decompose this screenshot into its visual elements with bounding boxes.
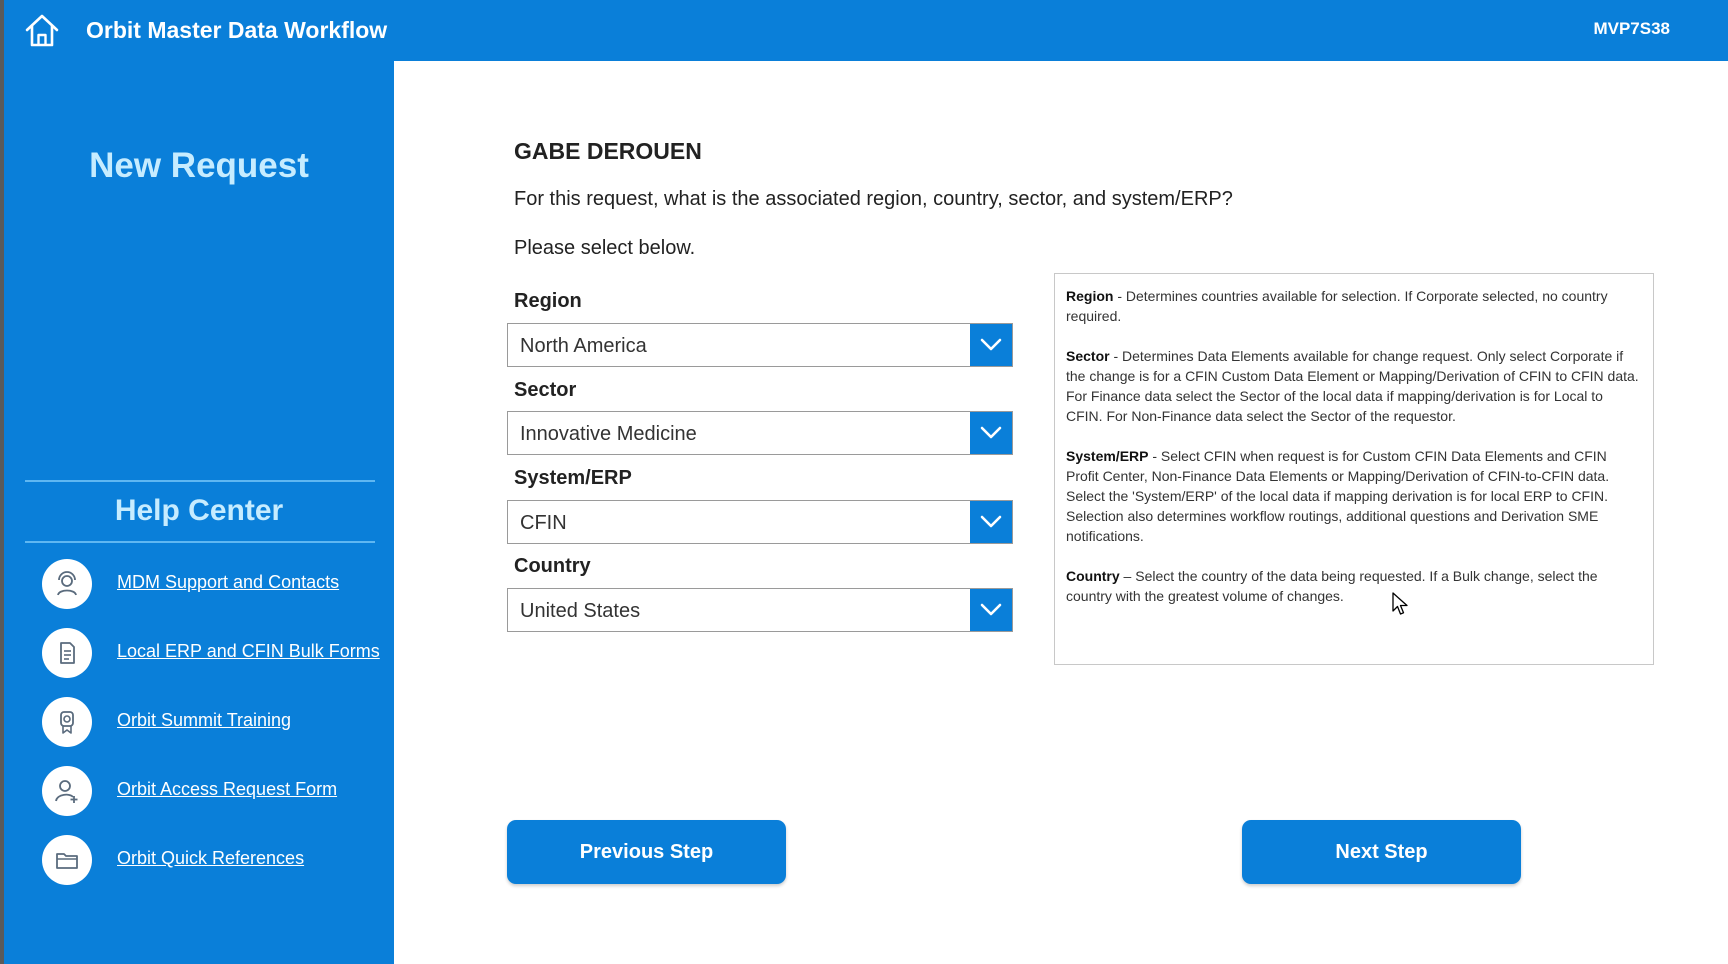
help-link-label[interactable]: Orbit Quick References: [117, 848, 305, 868]
requester-name: GABE DEROUEN: [514, 138, 702, 164]
sector-value: Innovative Medicine: [520, 423, 697, 445]
country-dropdown[interactable]: [507, 588, 1013, 632]
field-help-panel: [1054, 273, 1654, 665]
system-erp-label: System/ERP: [514, 467, 632, 489]
top-bar: [4, 0, 1728, 61]
help-desc: - Select CFIN when request is for Custom CFIN Data Elements and CFIN Profit Center, Non-Finance Data Elements or Mapping/Derivation of CFIN-to-CFIN data. Select the 'System/ERP' of the local data if mapping derivation is for local ERP to CFIN. Selection also determines workflow routings, additional questions and Derivation SME notifications.: [1066, 448, 1610, 544]
help-link-label[interactable]: Local ERP and CFIN Bulk Forms: [117, 641, 380, 661]
chevron-down-icon[interactable]: [970, 501, 1012, 543]
help-center-title: Help Center: [114, 494, 284, 527]
sidebar: [4, 61, 394, 964]
user-id: MVP7S38: [1593, 19, 1670, 38]
system-erp-value: CFIN: [520, 512, 567, 534]
help-item-quick-references[interactable]: [42, 835, 387, 889]
country-value: United States: [520, 600, 641, 622]
help-desc: – Select the country of the data being requested. If a Bulk change, select the country with the greatest volume of changes.: [1066, 568, 1598, 604]
help-desc: - Determines Data Elements available for change request. Only select Corporate if the change is for a CFIN Custom Data Element or Mapping/Derivation of CFIN to CFIN data. For Finance data select the Sector of the local data if mapping/derivation is for Local to CFIN. For Non-Finance data select the Sector of the requestor.: [1066, 348, 1639, 424]
award-icon: [42, 697, 92, 747]
help-item-summit-training[interactable]: [42, 697, 387, 751]
next-step-button[interactable]: Next Step: [1242, 820, 1521, 884]
help-term: Sector: [1066, 348, 1110, 364]
sector-dropdown[interactable]: [507, 411, 1013, 455]
chevron-down-icon[interactable]: [970, 324, 1012, 366]
home-icon[interactable]: [22, 11, 62, 51]
chevron-down-icon[interactable]: [970, 412, 1012, 454]
previous-step-button[interactable]: Previous Step: [507, 820, 786, 884]
help-item-bulk-forms[interactable]: [42, 628, 387, 682]
help-link-label[interactable]: MDM Support and Contacts: [117, 572, 340, 592]
system-erp-dropdown[interactable]: [507, 500, 1013, 544]
add-user-icon: [42, 766, 92, 816]
help-item-mdm-support[interactable]: [42, 559, 387, 613]
support-person-icon: [42, 559, 92, 609]
help-link-label[interactable]: Orbit Access Request Form: [117, 779, 338, 799]
help-region: [1066, 286, 1643, 326]
sector-label: Sector: [514, 379, 577, 401]
app-window: [4, 0, 1728, 964]
help-desc: - Determines countries available for selection. If Corporate selected, no country required.: [1066, 288, 1608, 324]
help-sector: [1066, 346, 1643, 426]
sidebar-title: New Request: [89, 146, 309, 185]
region-label: Region: [514, 290, 582, 312]
help-system-erp: [1066, 446, 1643, 546]
help-term: Country: [1066, 568, 1120, 584]
chevron-down-icon[interactable]: [970, 589, 1012, 631]
document-icon: [42, 628, 92, 678]
region-value: North America: [520, 335, 647, 357]
divider: [25, 480, 375, 482]
country-label: Country: [514, 555, 591, 577]
instruction-text: Please select below.: [514, 237, 696, 259]
mouse-pointer-icon: [1392, 592, 1410, 621]
help-item-access-request[interactable]: [42, 766, 387, 820]
help-term: System/ERP: [1066, 448, 1149, 464]
app-title: Orbit Master Data Workflow: [86, 17, 388, 43]
help-link-label[interactable]: Orbit Summit Training: [117, 710, 292, 730]
folder-icon: [42, 835, 92, 885]
divider: [25, 541, 375, 543]
question-text: For this request, what is the associated region, country, sector, and system/ERP?: [514, 188, 1233, 210]
main-panel: [394, 61, 1728, 964]
region-dropdown[interactable]: [507, 323, 1013, 367]
help-country: [1066, 566, 1643, 606]
help-term: Region: [1066, 288, 1114, 304]
